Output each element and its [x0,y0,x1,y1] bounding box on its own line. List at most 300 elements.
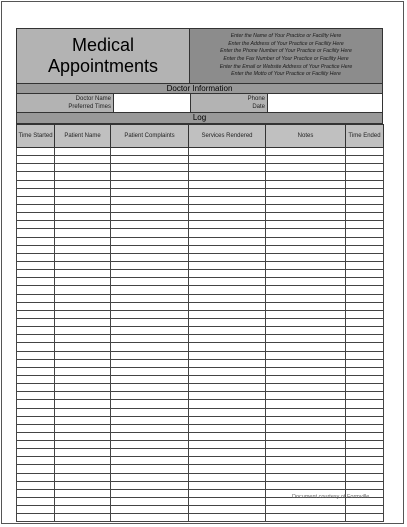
log-cell[interactable] [189,473,266,481]
log-cell[interactable] [111,481,189,489]
log-cell[interactable] [55,416,111,424]
log-cell[interactable] [111,172,189,180]
table-row [17,180,384,188]
log-cell[interactable] [17,286,55,294]
log-cell[interactable] [111,489,189,497]
log-cell[interactable] [111,457,189,465]
log-cell[interactable] [111,367,189,375]
log-cell[interactable] [111,310,189,318]
log-cell[interactable] [17,245,55,253]
log-cell[interactable] [346,286,384,294]
log-cell[interactable] [346,408,384,416]
log-cell[interactable] [55,229,111,237]
log-cell[interactable] [189,164,266,172]
log-cell[interactable] [17,327,55,335]
log-cell[interactable] [266,335,346,343]
log-cell[interactable] [266,343,346,351]
table-row [17,392,384,400]
log-cell[interactable] [111,424,189,432]
log-cell[interactable] [189,498,266,506]
log-cell[interactable] [346,261,384,269]
log-cell[interactable] [346,514,384,522]
log-cell[interactable] [111,392,189,400]
log-cell[interactable] [346,473,384,481]
log-cell[interactable] [55,359,111,367]
log-cell[interactable] [189,384,266,392]
log-cell[interactable] [189,375,266,383]
log-cell[interactable] [55,302,111,310]
log-cell[interactable] [55,270,111,278]
log-cell[interactable] [111,359,189,367]
table-row [17,221,384,229]
log-cell[interactable] [17,498,55,506]
log-cell[interactable] [55,506,111,514]
log-cell[interactable] [266,180,346,188]
log-cell[interactable] [55,384,111,392]
log-cell[interactable] [17,367,55,375]
log-cell[interactable] [266,359,346,367]
log-cell[interactable] [111,261,189,269]
log-cell[interactable] [266,302,346,310]
log-cell[interactable] [266,441,346,449]
log-cell[interactable] [346,156,384,164]
phone-date-field[interactable] [267,94,382,112]
log-cell[interactable] [266,318,346,326]
log-cell[interactable] [189,514,266,522]
log-cell[interactable] [111,514,189,522]
log-cell[interactable] [266,367,346,375]
log-cell[interactable] [189,318,266,326]
log-cell[interactable] [17,506,55,514]
table-row [17,351,384,359]
log-cell[interactable] [55,441,111,449]
log-cell[interactable] [346,424,384,432]
log-cell[interactable] [55,498,111,506]
log-cell[interactable] [266,449,346,457]
log-cell[interactable] [189,204,266,212]
log-cell[interactable] [346,359,384,367]
log-cell[interactable] [346,392,384,400]
log-cell[interactable] [189,213,266,221]
log-cell[interactable] [55,473,111,481]
log-cell[interactable] [189,245,266,253]
log-cell[interactable] [111,375,189,383]
log-cell[interactable] [17,375,55,383]
log-cell[interactable] [346,229,384,237]
log-cell[interactable] [346,481,384,489]
log-cell[interactable] [17,359,55,367]
log-cell[interactable] [189,294,266,302]
log-cell[interactable] [17,310,55,318]
log-cell[interactable] [17,457,55,465]
log-cell[interactable] [189,221,266,229]
log-cell[interactable] [55,489,111,497]
log-cell[interactable] [17,465,55,473]
log-cell[interactable] [17,294,55,302]
log-cell[interactable] [266,424,346,432]
table-row [17,188,384,196]
log-cell[interactable] [346,310,384,318]
log-cell[interactable] [111,416,189,424]
log-cell[interactable] [346,148,384,156]
log-cell[interactable] [55,221,111,229]
log-cell[interactable] [17,392,55,400]
log-cell[interactable] [55,335,111,343]
log-cell[interactable] [266,310,346,318]
contact-labels [191,94,267,112]
log-cell[interactable] [55,465,111,473]
log-cell[interactable] [111,498,189,506]
log-cell[interactable] [189,180,266,188]
log-cell[interactable] [346,213,384,221]
log-cell[interactable] [17,229,55,237]
practice-fax-line[interactable]: Enter the Fax Number of Your Practice or Facility Here [223,56,349,62]
log-cell[interactable] [266,384,346,392]
log-cell[interactable] [111,156,189,164]
log-cell[interactable] [55,318,111,326]
log-cell[interactable] [266,261,346,269]
date-label: Date [252,104,265,110]
log-cell[interactable] [55,400,111,408]
log-cell[interactable] [17,237,55,245]
log-cell[interactable] [189,148,266,156]
log-cell[interactable] [189,408,266,416]
log-cell[interactable] [55,424,111,432]
doctor-info-heading: Doctor Information [16,84,383,94]
log-cell[interactable] [189,367,266,375]
log-cell[interactable] [55,367,111,375]
log-cell[interactable] [346,164,384,172]
log-cell[interactable] [189,196,266,204]
log-cell[interactable] [17,180,55,188]
log-cell[interactable] [266,294,346,302]
log-cell[interactable] [189,253,266,261]
log-cell[interactable] [346,302,384,310]
log-cell[interactable] [55,457,111,465]
log-cell[interactable] [55,514,111,522]
log-cell[interactable] [111,318,189,326]
log-cell[interactable] [111,253,189,261]
log-cell[interactable] [346,204,384,212]
log-cell[interactable] [346,335,384,343]
log-cell[interactable] [111,213,189,221]
log-cell[interactable] [111,196,189,204]
log-cell[interactable] [189,457,266,465]
table-row [17,506,384,514]
table-row [17,375,384,383]
log-cell[interactable] [266,204,346,212]
log-cell[interactable] [189,343,266,351]
log-cell[interactable] [189,416,266,424]
log-cell[interactable] [189,237,266,245]
log-cell[interactable] [266,221,346,229]
log-cell[interactable] [55,261,111,269]
log-cell[interactable] [346,196,384,204]
log-cell[interactable] [189,392,266,400]
log-cell[interactable] [17,164,55,172]
log-cell[interactable] [266,245,346,253]
log-cell[interactable] [17,253,55,261]
log-cell[interactable] [17,270,55,278]
doctor-info-row [16,94,383,113]
log-cell[interactable] [189,432,266,440]
log-cell[interactable] [189,286,266,294]
log-cell[interactable] [266,465,346,473]
log-cell[interactable] [111,449,189,457]
log-cell[interactable] [55,237,111,245]
log-cell[interactable] [17,449,55,457]
log-cell[interactable] [346,416,384,424]
log-cell[interactable] [189,188,266,196]
log-cell[interactable] [55,278,111,286]
log-cell[interactable] [189,278,266,286]
log-cell[interactable] [17,424,55,432]
log-cell[interactable] [17,278,55,286]
log-cell[interactable] [346,318,384,326]
log-cell[interactable] [266,196,346,204]
log-cell[interactable] [17,335,55,343]
log-cell[interactable] [346,270,384,278]
log-cell[interactable] [266,213,346,221]
log-cell[interactable] [266,164,346,172]
log-cell[interactable] [55,164,111,172]
log-cell[interactable] [111,164,189,172]
log-cell[interactable] [55,392,111,400]
title-line-2: Appointments [47,56,159,76]
log-cell[interactable] [111,400,189,408]
log-cell[interactable] [189,359,266,367]
log-cell[interactable] [55,286,111,294]
log-cell[interactable] [346,180,384,188]
log-cell[interactable] [55,156,111,164]
log-cell[interactable] [266,229,346,237]
log-cell[interactable] [346,237,384,245]
form-page [1,1,404,524]
log-cell[interactable] [55,351,111,359]
log-cell[interactable] [111,351,189,359]
log-cell[interactable] [17,156,55,164]
log-cell[interactable] [17,432,55,440]
log-body [17,148,384,522]
practice-email-line[interactable]: Enter the Email or Website Address of Your Practice Here [219,63,353,70]
practice-phone-line[interactable]: Enter the Phone Number of Your Practice or Facility Here [220,48,352,55]
log-cell[interactable] [266,188,346,196]
log-cell[interactable] [189,465,266,473]
log-cell[interactable] [111,335,189,343]
log-cell[interactable] [111,221,189,229]
log-cell[interactable] [189,327,266,335]
log-cell[interactable] [189,335,266,343]
log-cell[interactable] [111,188,189,196]
log-cell[interactable] [111,245,189,253]
log-cell[interactable] [346,278,384,286]
log-cell[interactable] [266,400,346,408]
practice-address-line[interactable]: Enter the Address of Your Practice or Facility Here [228,40,344,47]
log-cell[interactable] [189,441,266,449]
log-cell[interactable] [55,213,111,221]
log-cell[interactable] [55,449,111,457]
practice-info-box[interactable] [190,29,382,83]
log-cell[interactable] [346,449,384,457]
log-cell[interactable] [266,172,346,180]
log-cell[interactable] [111,148,189,156]
log-cell[interactable] [346,327,384,335]
log-cell[interactable] [55,172,111,180]
log-cell[interactable] [111,441,189,449]
log-cell[interactable] [111,270,189,278]
log-cell[interactable] [189,172,266,180]
log-cell[interactable] [17,261,55,269]
log-cell[interactable] [346,375,384,383]
log-cell[interactable] [189,351,266,359]
log-cell[interactable] [17,204,55,212]
log-cell[interactable] [266,156,346,164]
log-heading: Log [16,113,383,124]
log-cell[interactable] [189,449,266,457]
log-cell[interactable] [55,375,111,383]
log-cell[interactable] [346,465,384,473]
log-cell[interactable] [55,294,111,302]
log-cell[interactable] [346,367,384,375]
log-cell[interactable] [189,489,266,497]
log-cell[interactable] [55,432,111,440]
log-cell[interactable] [17,473,55,481]
log-cell[interactable] [17,221,55,229]
log-cell[interactable] [55,343,111,351]
log-cell[interactable] [346,351,384,359]
log-cell[interactable] [17,343,55,351]
log-cell[interactable] [266,286,346,294]
log-cell[interactable] [55,180,111,188]
log-cell[interactable] [17,514,55,522]
log-cell[interactable] [266,416,346,424]
log-cell[interactable] [189,270,266,278]
log-cell[interactable] [189,506,266,514]
log-cell[interactable] [111,286,189,294]
log-cell[interactable] [189,400,266,408]
col-patient-complaints: Patient Complaints [111,125,189,148]
log-cell[interactable] [17,384,55,392]
log-cell[interactable] [346,384,384,392]
col-time-ended: Time Ended [346,125,384,148]
doctor-name-field[interactable] [113,94,191,112]
log-cell[interactable] [17,351,55,359]
log-cell[interactable] [17,148,55,156]
log-cell[interactable] [266,514,346,522]
log-cell[interactable] [346,441,384,449]
log-cell[interactable] [189,261,266,269]
log-cell[interactable] [189,481,266,489]
log-cell[interactable] [266,278,346,286]
log-cell[interactable] [17,213,55,221]
log-cell[interactable] [17,188,55,196]
log-cell[interactable] [55,245,111,253]
log-cell[interactable] [17,408,55,416]
log-cell[interactable] [111,473,189,481]
log-cell[interactable] [266,473,346,481]
log-cell[interactable] [17,196,55,204]
log-cell[interactable] [17,302,55,310]
log-cell[interactable] [111,506,189,514]
log-cell[interactable] [189,310,266,318]
log-cell[interactable] [111,343,189,351]
log-cell[interactable] [111,432,189,440]
log-cell[interactable] [55,310,111,318]
log-cell[interactable] [266,375,346,383]
log-cell[interactable] [346,253,384,261]
log-cell[interactable] [189,229,266,237]
log-cell[interactable] [266,351,346,359]
log-cell[interactable] [111,180,189,188]
log-cell[interactable] [266,408,346,416]
log-cell[interactable] [189,424,266,432]
log-cell[interactable] [346,188,384,196]
log-cell[interactable] [111,237,189,245]
log-cell[interactable] [346,245,384,253]
log-cell[interactable] [346,432,384,440]
log-cell[interactable] [17,318,55,326]
log-cell[interactable] [266,327,346,335]
log-cell[interactable] [111,278,189,286]
log-cell[interactable] [17,400,55,408]
log-cell[interactable] [266,270,346,278]
log-cell[interactable] [55,196,111,204]
log-cell[interactable] [111,302,189,310]
log-cell[interactable] [55,188,111,196]
log-cell[interactable] [266,253,346,261]
log-cell[interactable] [111,408,189,416]
log-cell[interactable] [266,506,346,514]
log-cell[interactable] [346,400,384,408]
log-cell[interactable] [111,204,189,212]
log-cell[interactable] [111,294,189,302]
log-cell[interactable] [17,481,55,489]
log-cell[interactable] [55,148,111,156]
log-cell[interactable] [55,481,111,489]
log-cell[interactable] [266,481,346,489]
log-cell[interactable] [266,457,346,465]
log-cell[interactable] [346,294,384,302]
col-patient-name: Patient Name [55,125,111,148]
log-cell[interactable] [111,384,189,392]
table-row [17,278,384,286]
log-cell[interactable] [266,237,346,245]
log-cell[interactable] [346,343,384,351]
log-cell[interactable] [111,229,189,237]
log-cell[interactable] [266,392,346,400]
log-cell[interactable] [189,302,266,310]
log-cell[interactable] [17,489,55,497]
log-cell[interactable] [17,416,55,424]
log-cell[interactable] [55,408,111,416]
log-cell[interactable] [346,506,384,514]
log-cell[interactable] [55,327,111,335]
log-cell[interactable] [17,172,55,180]
practice-name-line[interactable]: Enter the Name of Your Practice or Facility Here [230,33,342,40]
log-cell[interactable] [111,465,189,473]
log-cell[interactable] [189,156,266,164]
log-cell[interactable] [346,172,384,180]
log-cell[interactable] [55,253,111,261]
log-cell[interactable] [266,432,346,440]
log-cell[interactable] [266,148,346,156]
log-cell[interactable] [111,327,189,335]
log-cell[interactable] [17,441,55,449]
log-cell[interactable] [55,204,111,212]
log-cell[interactable] [346,457,384,465]
practice-motto-line[interactable]: Enter the Motto of Your Practice or Facility Here [231,71,341,78]
log-cell[interactable] [346,221,384,229]
